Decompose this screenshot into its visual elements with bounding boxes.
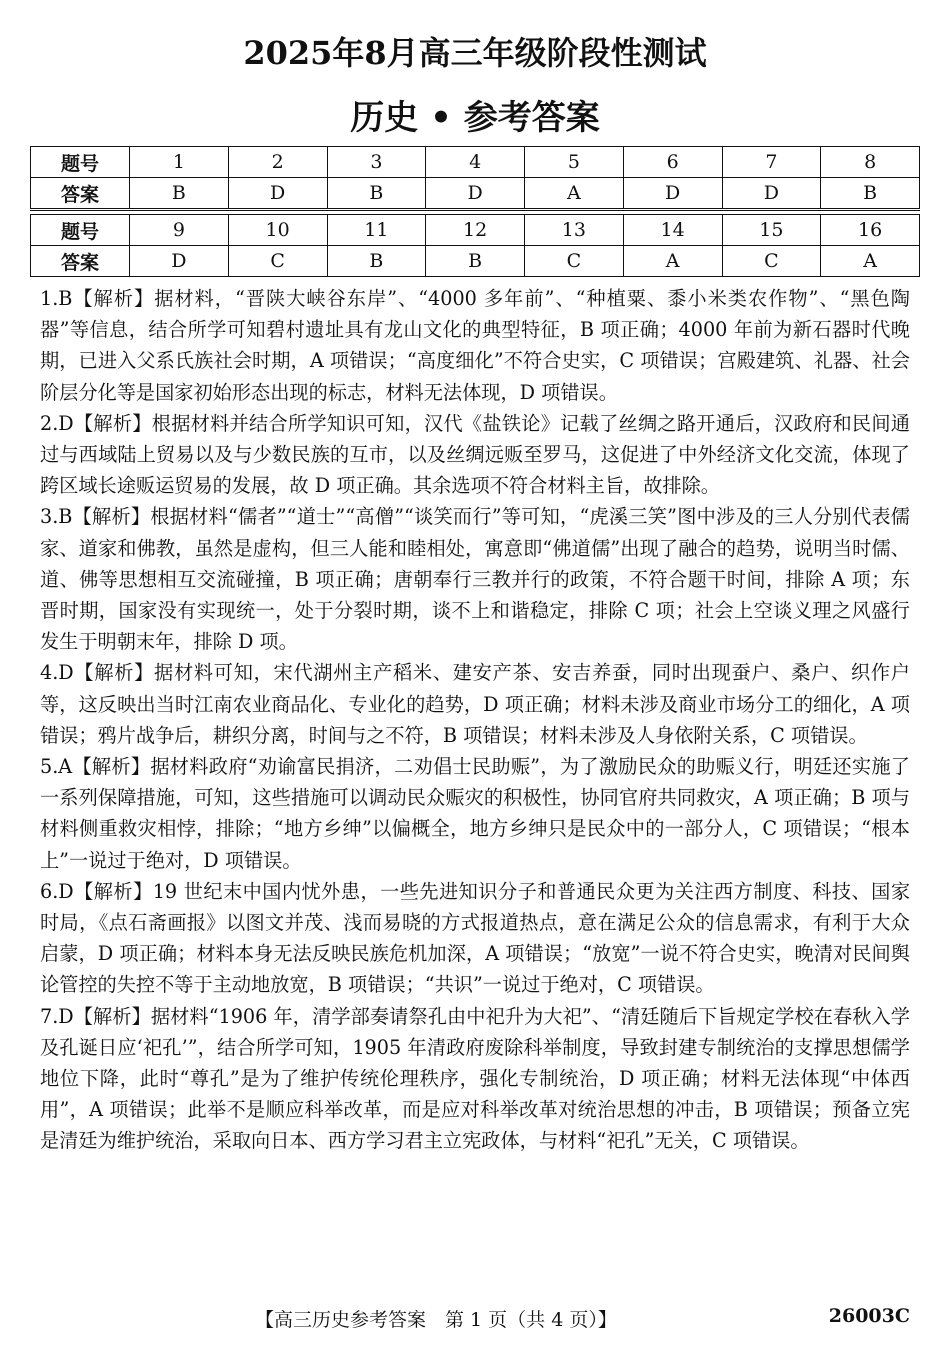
explanation-3: 3.B【解析】根据材料“儒者”“道士”“高僧”“谈笑而行”等可知，“虎溪三笑”图中涉及的三人分别代表儒家、道家和佛教，虽然是虚构，但三人能和睦相处，寓意即“佛道儒”出现了融合的趋势，说明当时儒、道、佛等思想相互交流碰撞，B 项正确；唐朝奉行三教并行的政策，不符合题干时间，排除 A 项；东晋时期，国家没有实现统一，处于分裂时期，谈不上和谐稳定，排除 C 项；社会上空谈义理之风盛行发生于明朝末年，排除 D 项。 [40, 505, 910, 654]
question-number: 3 [327, 147, 426, 178]
answer-cell: D [426, 178, 525, 209]
question-number: 11 [327, 215, 426, 246]
explanation-1: 1.B【解析】据材料，“晋陕大峡谷东岸”、“4000 多年前”、“种植粟、黍小米类农作物”、“黑色陶器”等信息，结合所学可知碧村遗址具有龙山文化的典型特征，B 项正确；4000 年前为新石器时代晚期，已进入父系氏族社会时期，A 项错误；“高度细化”不符合史实，C 项错误；宫殿建筑、礼器、社会阶层分化等是国家初始形态出现的标志，材料无法体现，D 项错误。 [40, 287, 910, 404]
question-number: 2 [228, 147, 327, 178]
question-number: 16 [821, 215, 920, 246]
question-number: 4 [426, 147, 525, 178]
answer-cell: D [722, 178, 821, 209]
table-row [31, 246, 920, 277]
answer-cell: B [130, 178, 229, 209]
answer-table-2 [30, 214, 920, 277]
label-answer: 答案 [31, 246, 130, 277]
answer-table-1 [30, 146, 920, 209]
table-divider [30, 210, 920, 211]
paper-code: 26003C [828, 1305, 910, 1327]
question-number: 10 [228, 215, 327, 246]
explanation-6: 6.D【解析】19 世纪末中国内忧外患，一些先进知识分子和普通民众更为关注西方制度、科技、国家时局，《点石斋画报》以图文并茂、浅而易晓的方式报道热点，意在满足公众的信息需求，有利于大众启蒙，D 项正确；材料本身无法反映民族危机加深，A 项错误；“放宽”一说不符合史实，晚清对民间舆论管控的失控不等于主动地放宽，B 项错误；“共识”一说过于绝对，C 项错误。 [40, 879, 911, 997]
answer-cell: B [327, 178, 426, 209]
explanation-4: 4.D【解析】据材料可知，宋代湖州主产稻米、建安产茶、安吉养蚕，同时出现蚕户、桑户、织作户等，这反映出当时江南农业商品化、专业化的趋势，D 项正确；材料未涉及商业市场分工的细化，A 项错误；鸦片战争后，耕织分离，时间与之不符，B 项错误；材料未涉及人身依附关系，C 项错误。 [40, 661, 910, 747]
answer-cell: D [623, 178, 722, 209]
question-number: 1 [130, 147, 229, 178]
label-number: 题号 [31, 215, 130, 246]
table-row [31, 178, 920, 209]
answer-cell: A [623, 246, 722, 277]
table-row [31, 215, 920, 246]
explanation-2: 2.D【解析】根据材料并结合所学知识可知，汉代《盐铁论》记载了丝绸之路开通后，汉政府和民间通过与西域陆上贸易以及与少数民族的互市，以及丝绸远贩至罗马，这促进了中外经济文化交流，体现了跨区域长途贩运贸易的发展，故 D 项正确。其余选项不符合材料主旨，故排除。 [40, 411, 910, 498]
explanation-5: 5.A【解析】据材料政府“劝谕富民捐济，二劝倡士民助赈”，为了激励民众的助赈义行，明廷还实施了一系列保障措施，可知，这些措施可以调动民众赈灾的积极性，协同官府共同救灾，A 项正确；B 项与材料侧重救灾相悖，排除；“地方乡绅”以偏概全，地方乡绅只是民众中的一部分人，C 项错误；“根本上”一说过于绝对，D 项错误。 [40, 755, 910, 872]
label-answer: 答案 [31, 178, 130, 209]
explanations [40, 283, 910, 1157]
answer-cell: D [228, 178, 327, 209]
question-number: 6 [623, 147, 722, 178]
question-number: 13 [525, 215, 624, 246]
question-number: 12 [426, 215, 525, 246]
explanation-7: 7.D【解析】据材料“1906 年，清学部奏请祭孔由中祀升为大祀”、“清廷随后下旨规定学校在春秋入学及孔诞日应‘祀孔’”，结合所学可知，1905 年清政府废除科举制度，导致封建专制统治的支撑思想儒学地位下降，此时“尊孔”是为了维护传统伦理秩序，强化专制统治，D 项正确；材料无法体现“中体西用”，A 项错误；此举不是顺应科举改革，而是应对科举改革对统治思想的冲击，B 项错误；预备立宪是清廷为维护统治，采取向日本、西方学习君主立宪政体，与材料“祀孔”无关，C 项错误。 [40, 1004, 910, 1153]
answer-cell: B [426, 246, 525, 277]
page-subtitle: 历史 • 参考答案 [350, 98, 600, 138]
answer-cell: B [327, 246, 426, 277]
answer-cell: D [130, 246, 229, 277]
question-number: 8 [821, 147, 920, 178]
question-number: 7 [722, 147, 821, 178]
answer-cell: C [525, 246, 624, 277]
question-number: 15 [722, 215, 821, 246]
question-number: 5 [525, 147, 624, 178]
table-row [31, 147, 920, 178]
question-number: 14 [623, 215, 722, 246]
question-number: 9 [130, 215, 229, 246]
answer-cell: C [228, 246, 327, 277]
answer-cell: B [821, 178, 920, 209]
page-title: 2025年8月高三年级阶段性测试 [243, 34, 707, 72]
answer-cell: A [525, 178, 624, 209]
label-number: 题号 [31, 147, 130, 178]
answer-cell: C [722, 246, 821, 277]
page-info: 【高三历史参考答案 第 1 页（共 4 页）】 [255, 1309, 617, 1331]
answer-cell: A [821, 246, 920, 277]
